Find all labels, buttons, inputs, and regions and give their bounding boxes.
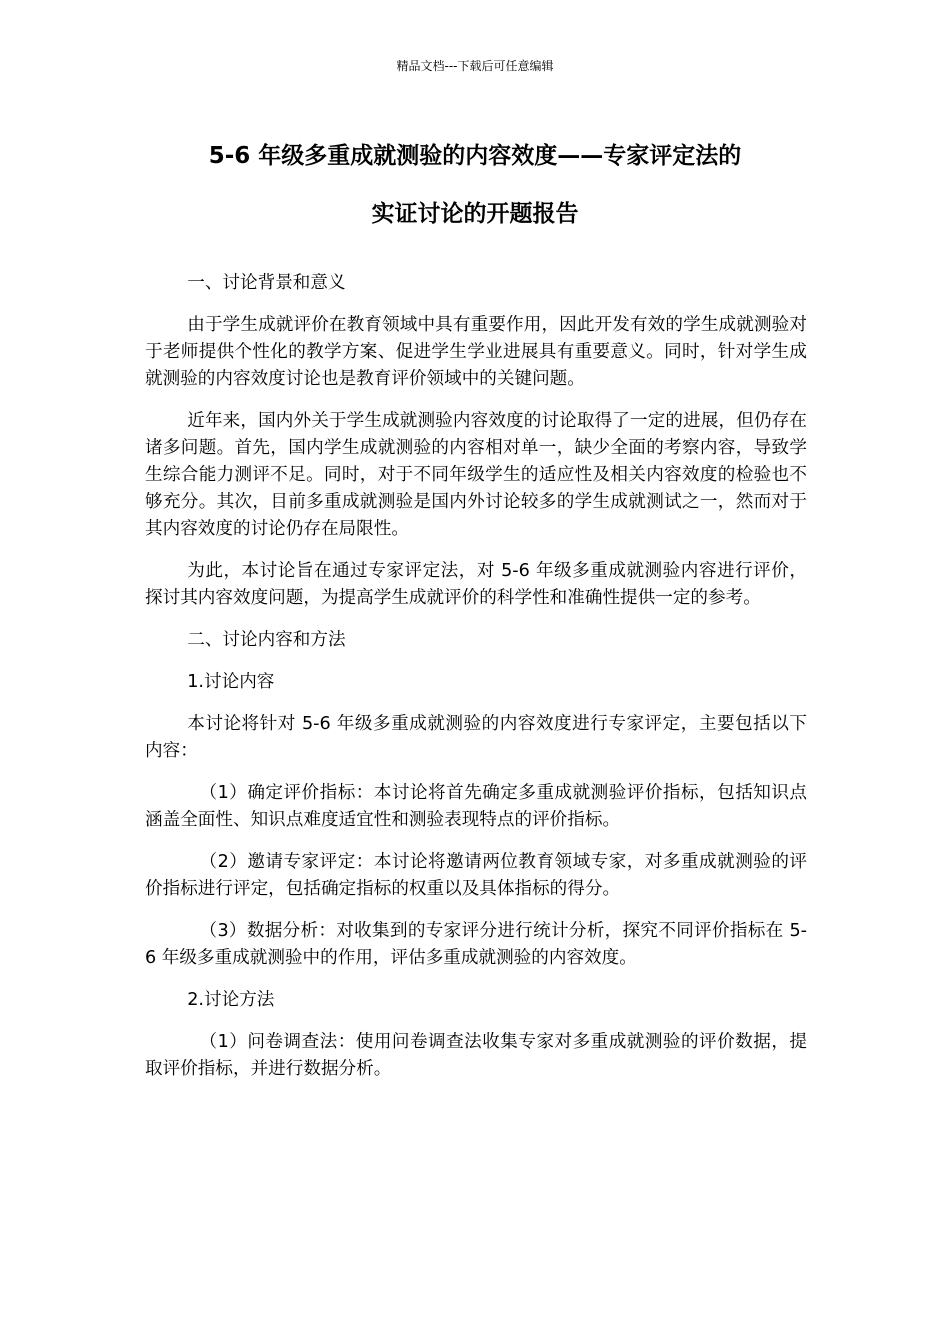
subsection-heading-method: 2.讨论方法 [187,990,275,1010]
list-item-questionnaire: （1）问卷调查法：使用问卷调查法收集专家对多重成就测验的评价数据，提取评价指标，并进行数据分析。 [145,1032,807,1079]
document-title-line-1: 5-6 年级多重成就测验的内容效度——专家评定法的 [208,143,742,169]
subsection-heading-content: 1.讨论内容 [187,672,275,692]
list-item-experts: （2）邀请专家评定：本讨论将邀请两位教育领域专家，对多重成就测验的评价指标进行评定，包括确定指标的权重以及具体指标的得分。 [145,852,807,899]
paragraph-background-1: 由于学生成就评价在教育领域中具有重要作用，因此开发有效的学生成就测验对于老师提供个性化的教学方案、促进学生学业进展具有重要意义。同时，针对学生成就测验的内容效度讨论也是教育评价领域中的关键问题。 [145,315,807,389]
document-body [145,270,807,1098]
page-header: 精品文档---下载后可任意编辑 [396,59,554,73]
section-heading-background: 一、讨论背景和意义 [187,273,346,293]
paragraph-background-3: 为此，本讨论旨在通过专家评定法，对 5-6 年级多重成就测验内容进行评价，探讨其内容效度问题，为提高学生成就评价的科学性和准确性提供一定的参考。 [145,561,807,608]
list-item-analysis: （3）数据分析：对收集到的专家评分进行统计分析，探究不同评价指标在 5-6 年级多重成就测验中的作用，评估多重成就测验的内容效度。 [145,921,807,968]
paragraph-background-2: 近年来，国内外关于学生成就测验内容效度的讨论取得了一定的进展，但仍存在诸多问题。首先，国内学生成就测验的内容相对单一，缺少全面的考察内容，导致学生综合能力测评不足。同时，对于不同年级学生的适应性及相关内容效度的检验也不够充分。其次，目前多重成就测验是国内外讨论较多的学生成就测试之一，然而对于其内容效度的讨论仍存在局限性。 [145,411,807,539]
document-title-line-2: 实证讨论的开题报告 [371,201,579,227]
section-heading-content-method: 二、讨论内容和方法 [187,630,346,650]
paragraph-content-intro: 本讨论将针对 5-6 年级多重成就测验的内容效度进行专家评定，主要包括以下内容： [145,714,807,761]
list-item-indicators: （1）确定评价指标：本讨论将首先确定多重成就测验评价指标，包括知识点涵盖全面性、知识点难度适宜性和测验表现特点的评价指标。 [145,783,807,830]
